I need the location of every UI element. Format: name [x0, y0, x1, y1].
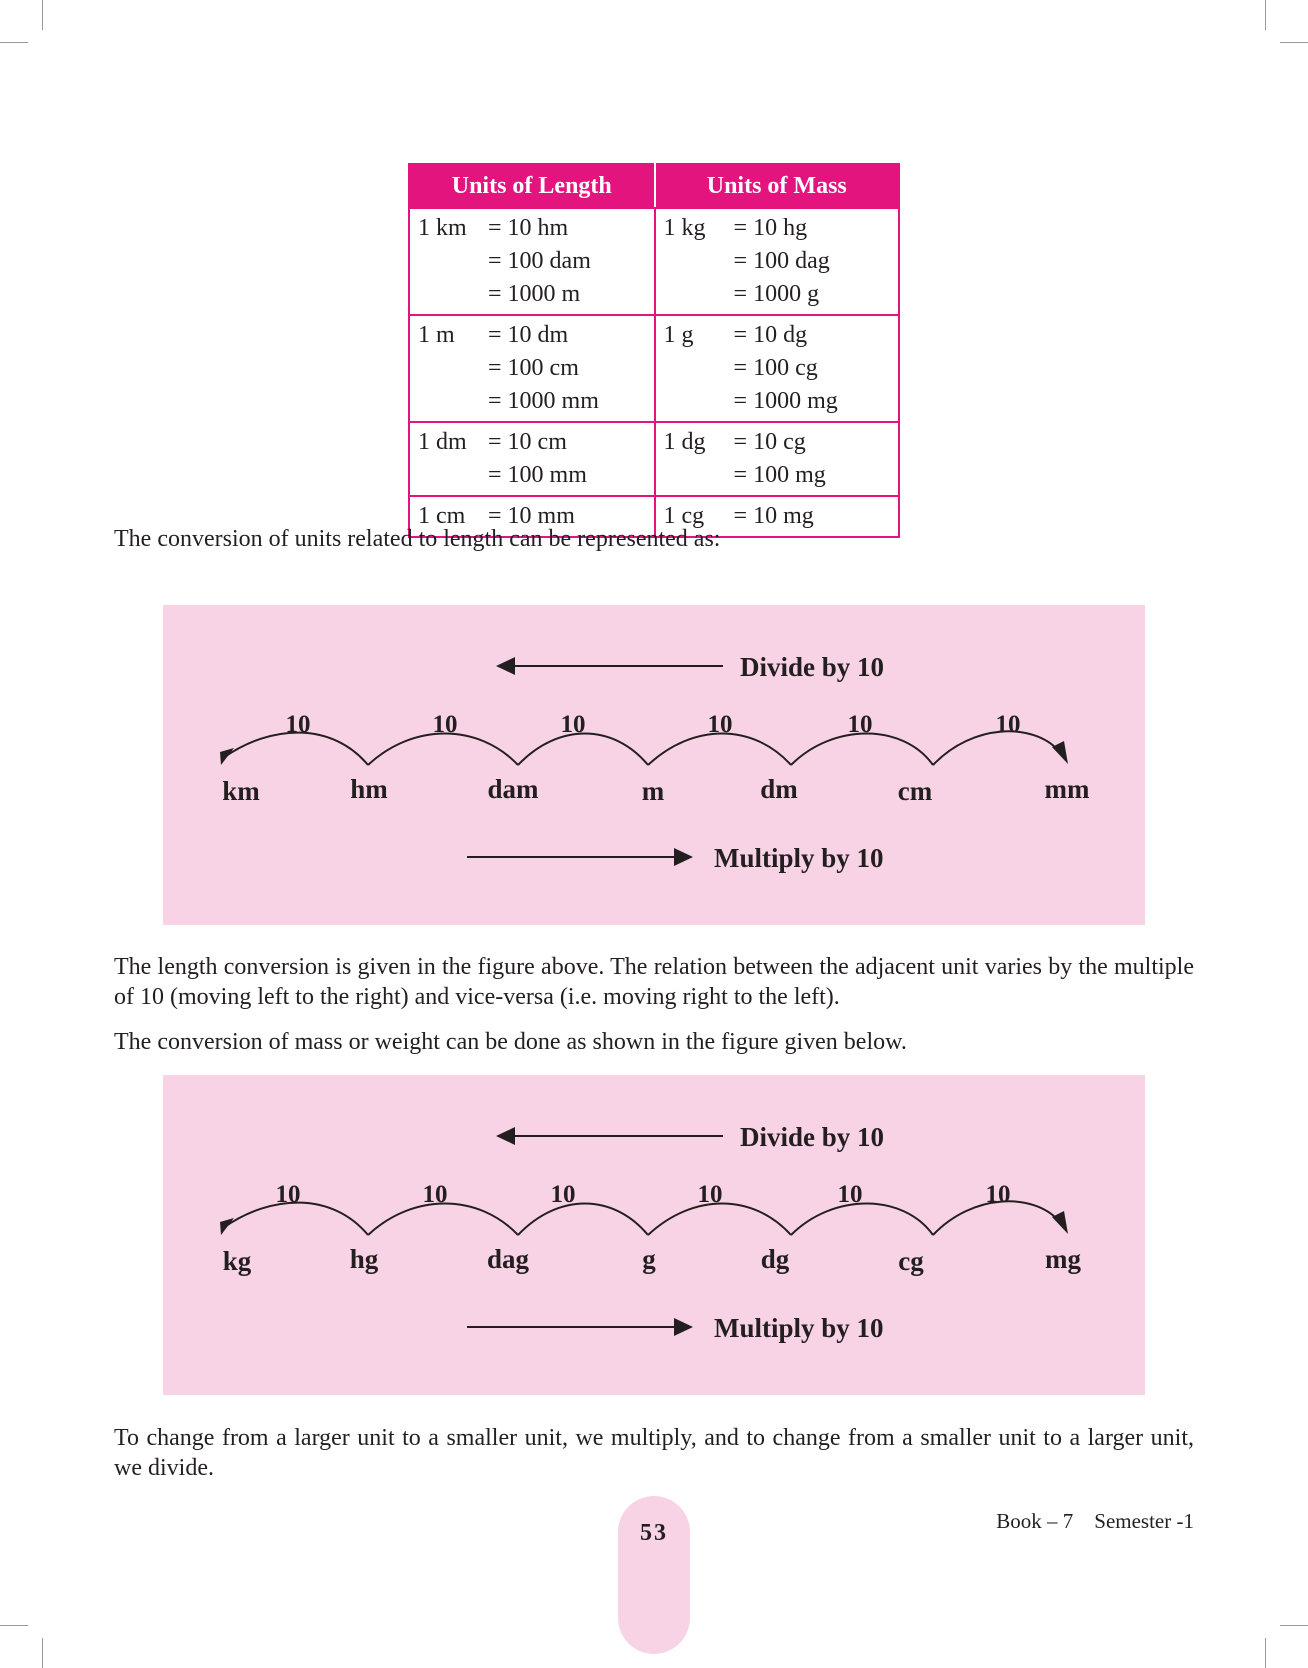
header-units-of-mass: Units of Mass: [655, 164, 899, 208]
factor-label: 10: [550, 1181, 576, 1208]
units-table: [408, 163, 900, 538]
unit-equivalence: = 10 dg: [733, 322, 808, 348]
unit-label: mg: [1045, 1244, 1081, 1274]
unit-base: 1 cm: [418, 503, 466, 529]
unit-equivalence: = 100 dag: [733, 248, 830, 274]
table-row: [409, 208, 899, 315]
mass-cell: [655, 208, 899, 315]
unit-label: g: [642, 1244, 656, 1274]
unit-equivalence: = 1000 g: [733, 281, 820, 307]
length-cell: [409, 208, 655, 315]
header-units-of-length: Units of Length: [409, 164, 655, 208]
unit-base: 1 dm: [418, 429, 467, 455]
unit-equivalence: = 10 hm: [488, 215, 569, 241]
divide-arrow-head-icon: [496, 1127, 515, 1145]
divide-arrow-head-icon: [496, 657, 515, 675]
length-cell: [409, 315, 655, 422]
table-row: [409, 422, 899, 496]
unit-label: hm: [350, 774, 388, 804]
multiply-label: Multiply by 10: [714, 843, 884, 873]
unit-label: m: [641, 776, 665, 806]
unit-label: kg: [222, 1246, 252, 1276]
factor-label: 10: [432, 711, 458, 738]
unit-label: mm: [1044, 774, 1090, 804]
book-info: Book – 7 Semester -1: [996, 1509, 1194, 1533]
unit-equivalence: = 1000 mm: [488, 388, 599, 414]
unit-equivalence: = 100 dam: [488, 248, 591, 274]
mass-cell: [655, 315, 899, 422]
length-cell: [409, 422, 655, 496]
divide-label: Divide by 10: [740, 652, 885, 682]
page-number-tab: [618, 1496, 690, 1654]
unit-equivalence: = 10 cm: [488, 429, 567, 455]
arc-4: [648, 734, 791, 766]
length-conversion-diagram: [163, 605, 1145, 925]
right-end-arrow-icon: [1052, 1211, 1068, 1234]
unit-equivalence: = 100 cm: [488, 355, 579, 381]
left-end-arrow-icon: [220, 1218, 234, 1235]
unit-equivalence: = 1000 m: [488, 281, 581, 307]
unit-base: 1 km: [418, 215, 467, 241]
unit-base: 1 g: [663, 322, 694, 348]
unit-label: dag: [486, 1244, 530, 1274]
unit-label: dg: [760, 1244, 790, 1274]
intro-mass-paragraph: The conversion of mass or weight can be done as shown in the figure given below.: [114, 1029, 907, 1055]
unit-equivalence: = 10 cg: [733, 429, 806, 455]
factor-label: 10: [847, 711, 873, 738]
arc-2: [368, 1204, 518, 1236]
factor-label: 10: [707, 711, 733, 738]
unit-equivalence: = 1000 mg: [733, 388, 838, 414]
unit-label: cm: [897, 776, 933, 806]
multiply-label: Multiply by 10: [714, 1313, 884, 1343]
mass-cell: [655, 422, 899, 496]
arc-2: [368, 734, 518, 766]
unit-equivalence: = 100 mm: [488, 462, 587, 488]
unit-base: 1 m: [418, 322, 455, 348]
unit-equivalence: = 100 mg: [733, 462, 826, 488]
unit-label: dm: [760, 774, 798, 804]
length-diagram-graphic: [163, 605, 1145, 925]
page-number: 53: [640, 1520, 668, 1546]
right-end-arrow-icon: [1052, 741, 1068, 764]
divide-label: Divide by 10: [740, 1122, 885, 1152]
left-end-arrow-icon: [220, 748, 234, 765]
arc-3: [518, 734, 648, 766]
unit-label: km: [222, 776, 260, 806]
unit-base: 1 cg: [663, 503, 705, 529]
unit-label: hg: [349, 1244, 379, 1274]
conclusion-paragraph: To change from a larger unit to a smaller unit, we multiply, and to change from a smaller unit to a larger unit, we divide.: [114, 1425, 1194, 1481]
table-body: [409, 208, 899, 537]
factor-label: 10: [995, 711, 1021, 738]
factor-label: 10: [560, 711, 586, 738]
unit-base: 1 dg: [663, 429, 706, 455]
multiply-arrow-head-icon: [674, 1318, 693, 1336]
unit-equivalence: = 10 dm: [488, 322, 569, 348]
factor-label: 10: [275, 1181, 301, 1208]
multiply-arrow-head-icon: [674, 848, 693, 866]
arc-5: [791, 1204, 933, 1236]
unit-equivalence: = 100 cg: [733, 355, 818, 381]
table-row: [409, 315, 899, 422]
arc-4: [648, 1204, 791, 1236]
unit-equivalence: = 10 hg: [733, 215, 808, 241]
unit-equivalence: = 10 mg: [733, 503, 814, 529]
arc-5: [791, 734, 933, 766]
unit-label: dam: [487, 774, 539, 804]
factor-label: 10: [422, 1181, 448, 1208]
mass-diagram-graphic: [163, 1075, 1145, 1395]
intro-length-paragraph: The conversion of units related to length can be represented as:: [114, 526, 721, 552]
factor-label: 10: [837, 1181, 863, 1208]
mass-conversion-diagram: [163, 1075, 1145, 1395]
factor-label: 10: [285, 711, 311, 738]
table-header-row: [409, 164, 899, 208]
arc-3: [518, 1204, 648, 1236]
unit-base: 1 kg: [663, 215, 706, 241]
unit-equivalence: = 10 mm: [488, 503, 575, 529]
factor-label: 10: [697, 1181, 723, 1208]
factor-label: 10: [985, 1181, 1011, 1208]
unit-label: cg: [898, 1246, 924, 1276]
length-explanation-paragraph: The length conversion is given in the figure above. The relation between the adjacent unit varies by the multiple of 10 (moving left to the right) and vice-versa (i.e. moving right to the left).: [114, 954, 1194, 1010]
